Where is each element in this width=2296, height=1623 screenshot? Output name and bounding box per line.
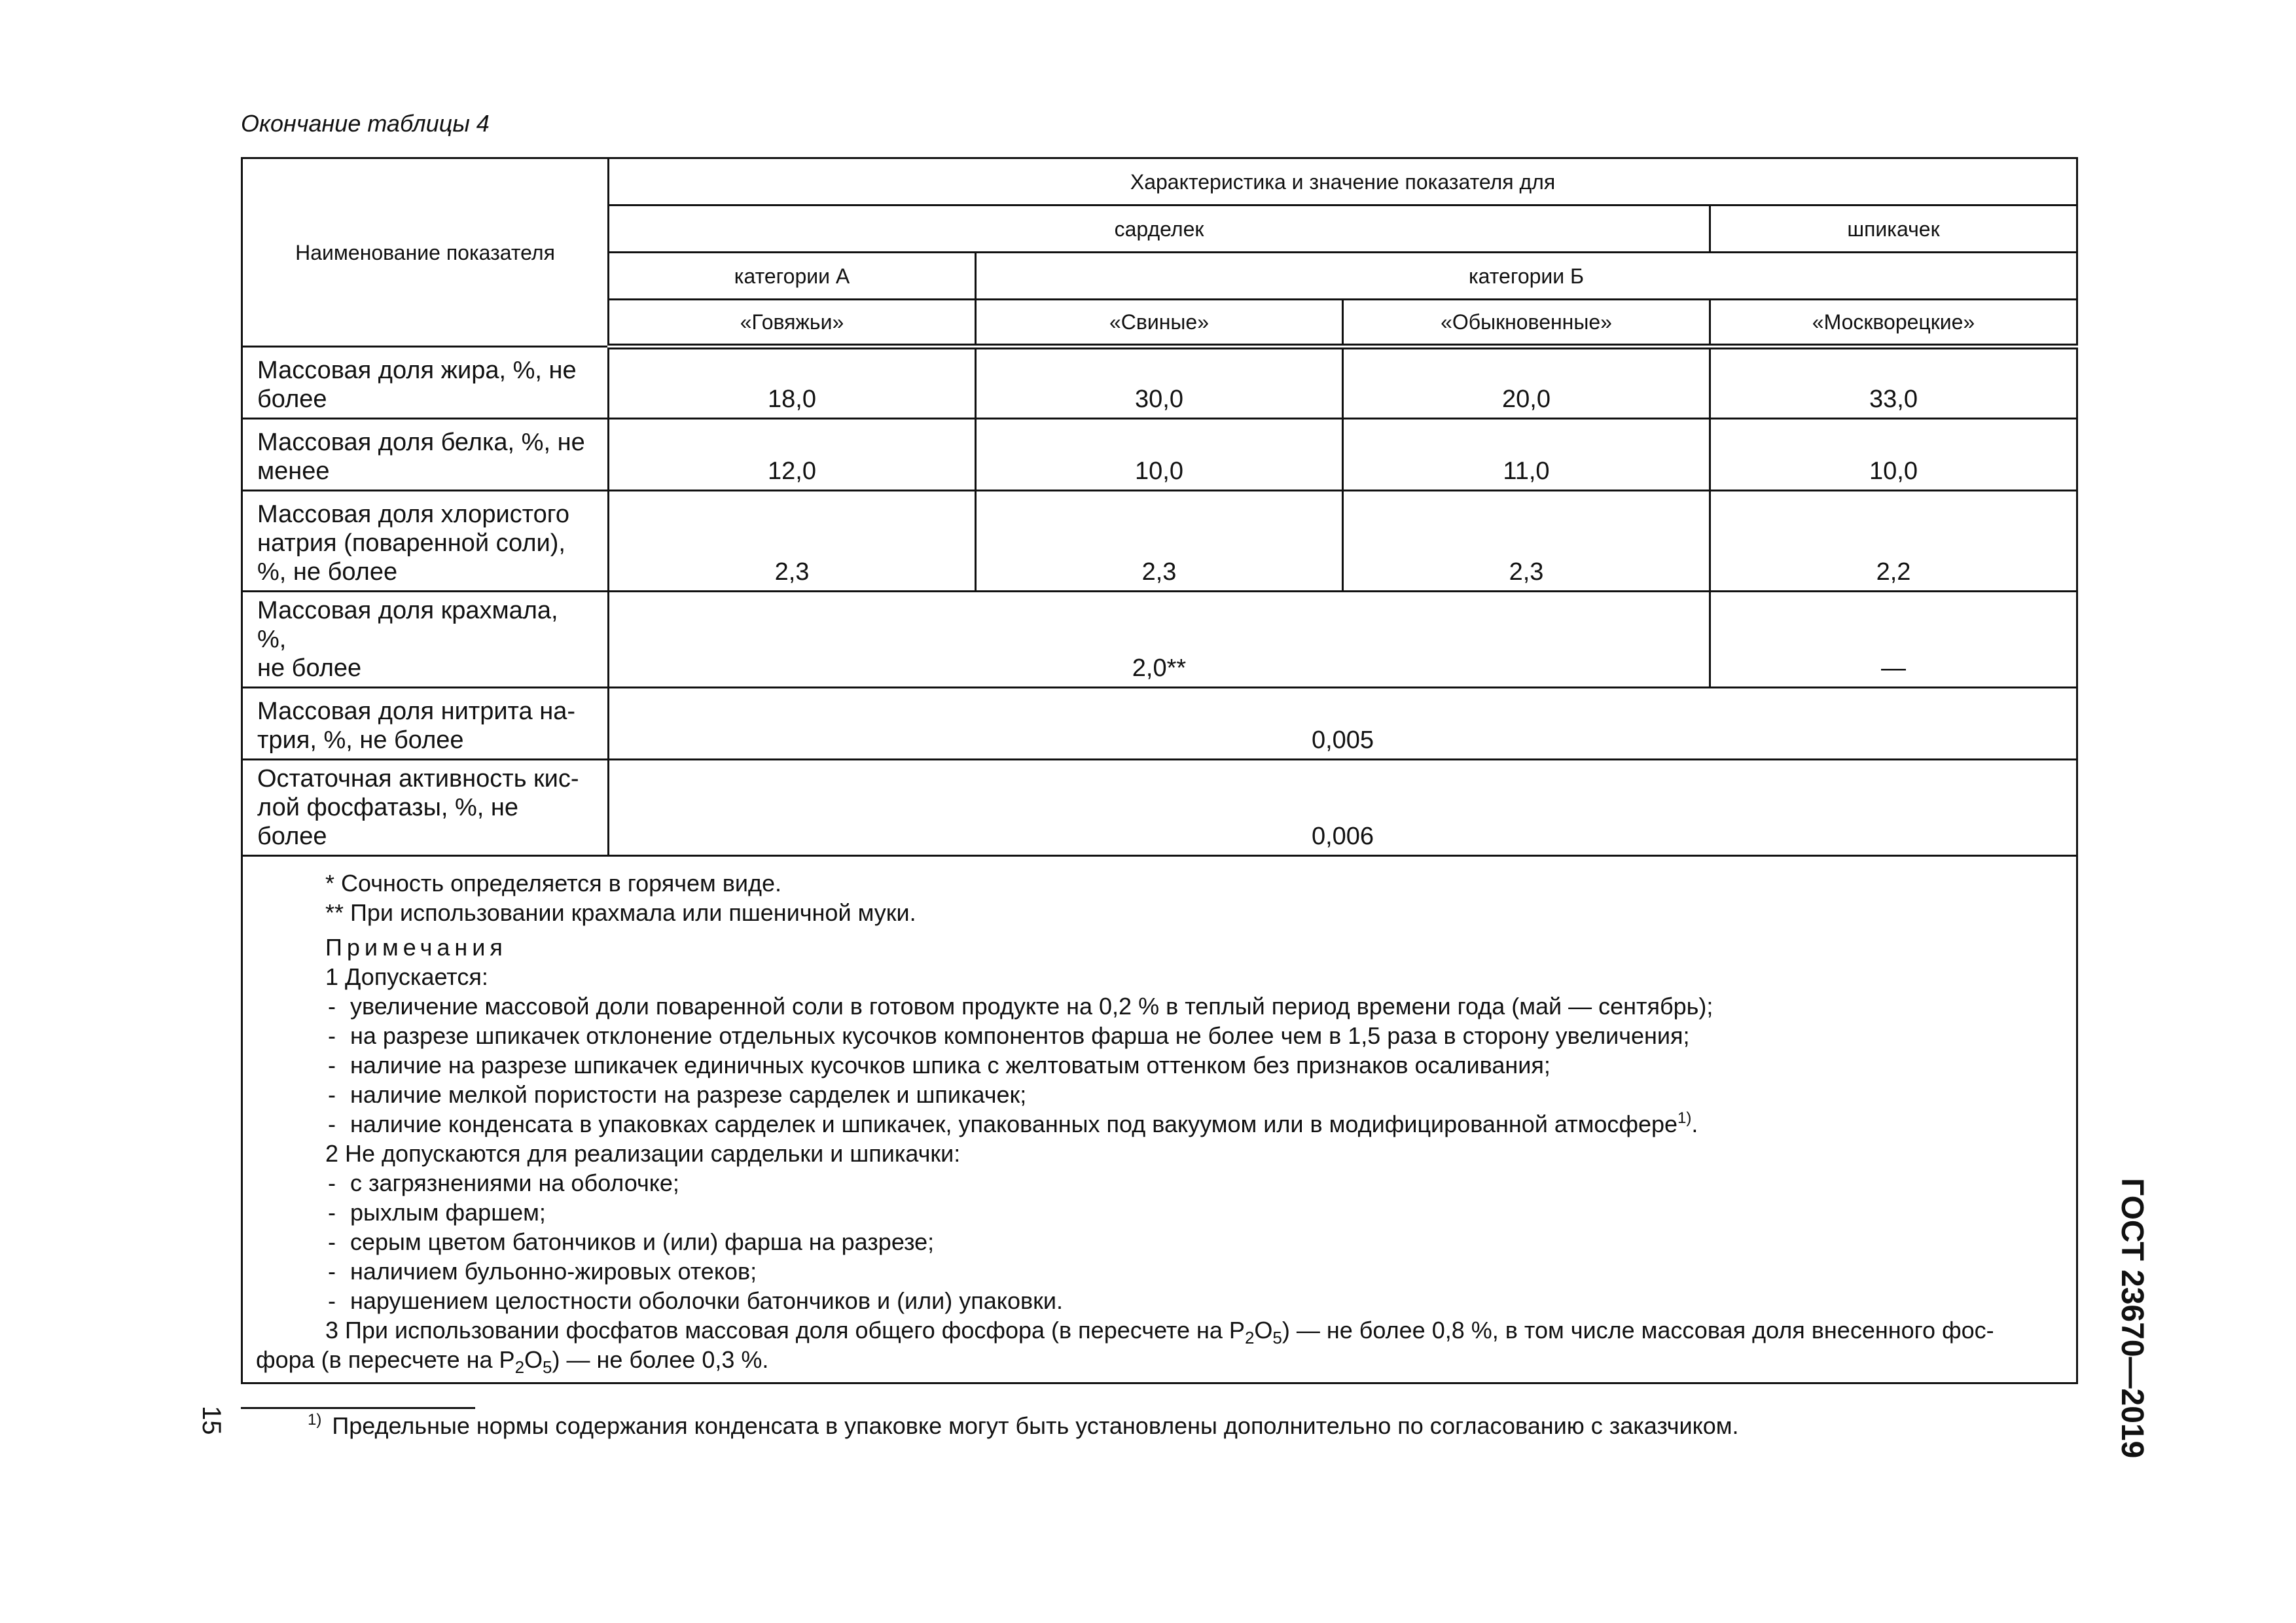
note-2-title: 2 Не допускаются для реализации сардельки и шпикачки: xyxy=(325,1140,961,1167)
footnote-text: Предельные нормы содержания конденсата в упаковке могут быть установлены дополнительно по согласованию с заказчиком. xyxy=(332,1412,1739,1439)
header-name-column: Наименование показателя xyxy=(242,158,609,347)
value-cell: 2,3 xyxy=(1343,491,1710,592)
row-name-starch: Массовая доля крахмала, %, не более xyxy=(242,592,609,688)
standard-code: ГОСТ 23670—2019 xyxy=(2115,1178,2149,1459)
list-item: - на разрезе шпикачек отклонение отдельных кусочков компонентов фарша не более чем в 1,5 раза в сторону увеличения; xyxy=(328,1022,1690,1049)
header-group-sardelki: сарделек xyxy=(609,205,1710,253)
table-row xyxy=(242,419,2077,491)
list-item: - с загрязнениями на оболочке; xyxy=(328,1169,679,1196)
value-cell: 2,2 xyxy=(1710,491,2077,592)
list-item: - нарушением целостности оболочки батончиков и (или) упаковки. xyxy=(328,1287,1063,1314)
table-row xyxy=(242,491,2077,592)
value-cell: 2,3 xyxy=(976,491,1343,592)
value-cell: 20,0 xyxy=(1343,347,1710,419)
value-cell-merged: 0,006 xyxy=(609,760,2077,856)
value-cell: 10,0 xyxy=(1710,419,2077,491)
header-product-moskvoretskie: «Москворецкие» xyxy=(1710,300,2077,347)
note-1-title: 1 Допускается: xyxy=(325,963,488,990)
indicator-table xyxy=(241,157,2078,1384)
list-item: - наличие на разрезе шпикачек единичных кусочков шпика с желтоватым оттенком без признаков осаливания; xyxy=(328,1052,1551,1079)
value-cell: 11,0 xyxy=(1343,419,1710,491)
list-item: - наличием бульонно-жировых отеков; xyxy=(328,1258,757,1285)
header-product-obyknovennye: «Обыкновенные» xyxy=(1343,300,1710,347)
table-row xyxy=(242,592,2077,688)
note-3-line-1: 3 При использовании фосфатов массовая доля общего фосфора (в пересчете на $P_2O_5$) — не более 0,8 %, в том числе массовая доля внесенного фос- xyxy=(325,1317,1994,1347)
row-name-salt: Массовая доля хлористого натрия (поваренной соли), %, не более xyxy=(242,491,609,592)
value-cell-merged: 2,0** xyxy=(609,592,1710,688)
footnote-divider xyxy=(241,1407,475,1409)
notes-row xyxy=(242,856,2077,1383)
page-number: 15 xyxy=(197,1406,226,1435)
value-cell: 30,0 xyxy=(976,347,1343,419)
list-item: - серым цветом батончиков и (или) фарша на разрезе; xyxy=(328,1228,935,1255)
header-product-svinye: «Свиные» xyxy=(976,300,1343,347)
row-name-phosphatase: Остаточная активность кис- лой фосфатазы, %, не более xyxy=(242,760,609,856)
list-item: - наличие конденсата в упаковках сарделек и шпикачек, упакованных под вакуумом или в модифицированной атмосфере$^{1)}$. xyxy=(328,1109,1698,1137)
table-row xyxy=(242,688,2077,760)
value-cell-merged: 0,005 xyxy=(609,688,2077,760)
list-item: - рыхлым фаршем; xyxy=(328,1199,546,1226)
notes-cell xyxy=(242,856,2077,1383)
value-cell: 12,0 xyxy=(609,419,976,491)
table-row xyxy=(242,347,2077,419)
footnote-ref: 1) xyxy=(1677,1109,1692,1127)
footnote-starch: ** При использовании крахмала или пшеничной муки. xyxy=(325,899,916,926)
value-cell: — xyxy=(1710,592,2077,688)
header-category-a: категории А xyxy=(609,253,976,300)
row-name-protein: Массовая доля белка, %, не менее xyxy=(242,419,609,491)
note-3-line-2: фора (в пересчете на $P_2O_5$) — не более 0,3 %. xyxy=(256,1346,769,1377)
row-name-nitrite: Массовая доля нитрита на- трия, %, не более xyxy=(242,688,609,760)
header-category-b: категории Б xyxy=(976,253,2077,300)
page-footnote: $^{1)}$ Предельные нормы содержания конденсата в упаковке могут быть установлены дополнительно по согласованию с заказчиком. xyxy=(308,1411,1739,1439)
row-name-fat: Массовая доля жира, %, не более xyxy=(242,347,609,419)
value-cell: 18,0 xyxy=(609,347,976,419)
list-item: - наличие мелкой пористости на разрезе сарделек и шпикачек; xyxy=(328,1081,1027,1108)
header-group-shpikachki: шпикачек xyxy=(1710,205,2077,253)
table-row xyxy=(242,760,2077,856)
value-cell: 10,0 xyxy=(976,419,1343,491)
header-top: Характеристика и значение показателя для xyxy=(609,158,2077,205)
header-product-govyazhi: «Говяжьи» xyxy=(609,300,976,347)
value-cell: 2,3 xyxy=(609,491,976,592)
list-item: - увеличение массовой доли поваренной соли в готовом продукте на 0,2 % в теплый период времени года (май — сентябрь); xyxy=(328,993,1713,1020)
notes-heading: Примечания xyxy=(325,934,507,961)
table-caption: Окончание таблицы 4 xyxy=(241,110,490,137)
footnote-juiciness: * Сочность определяется в горячем виде. xyxy=(325,870,782,897)
value-cell: 33,0 xyxy=(1710,347,2077,419)
